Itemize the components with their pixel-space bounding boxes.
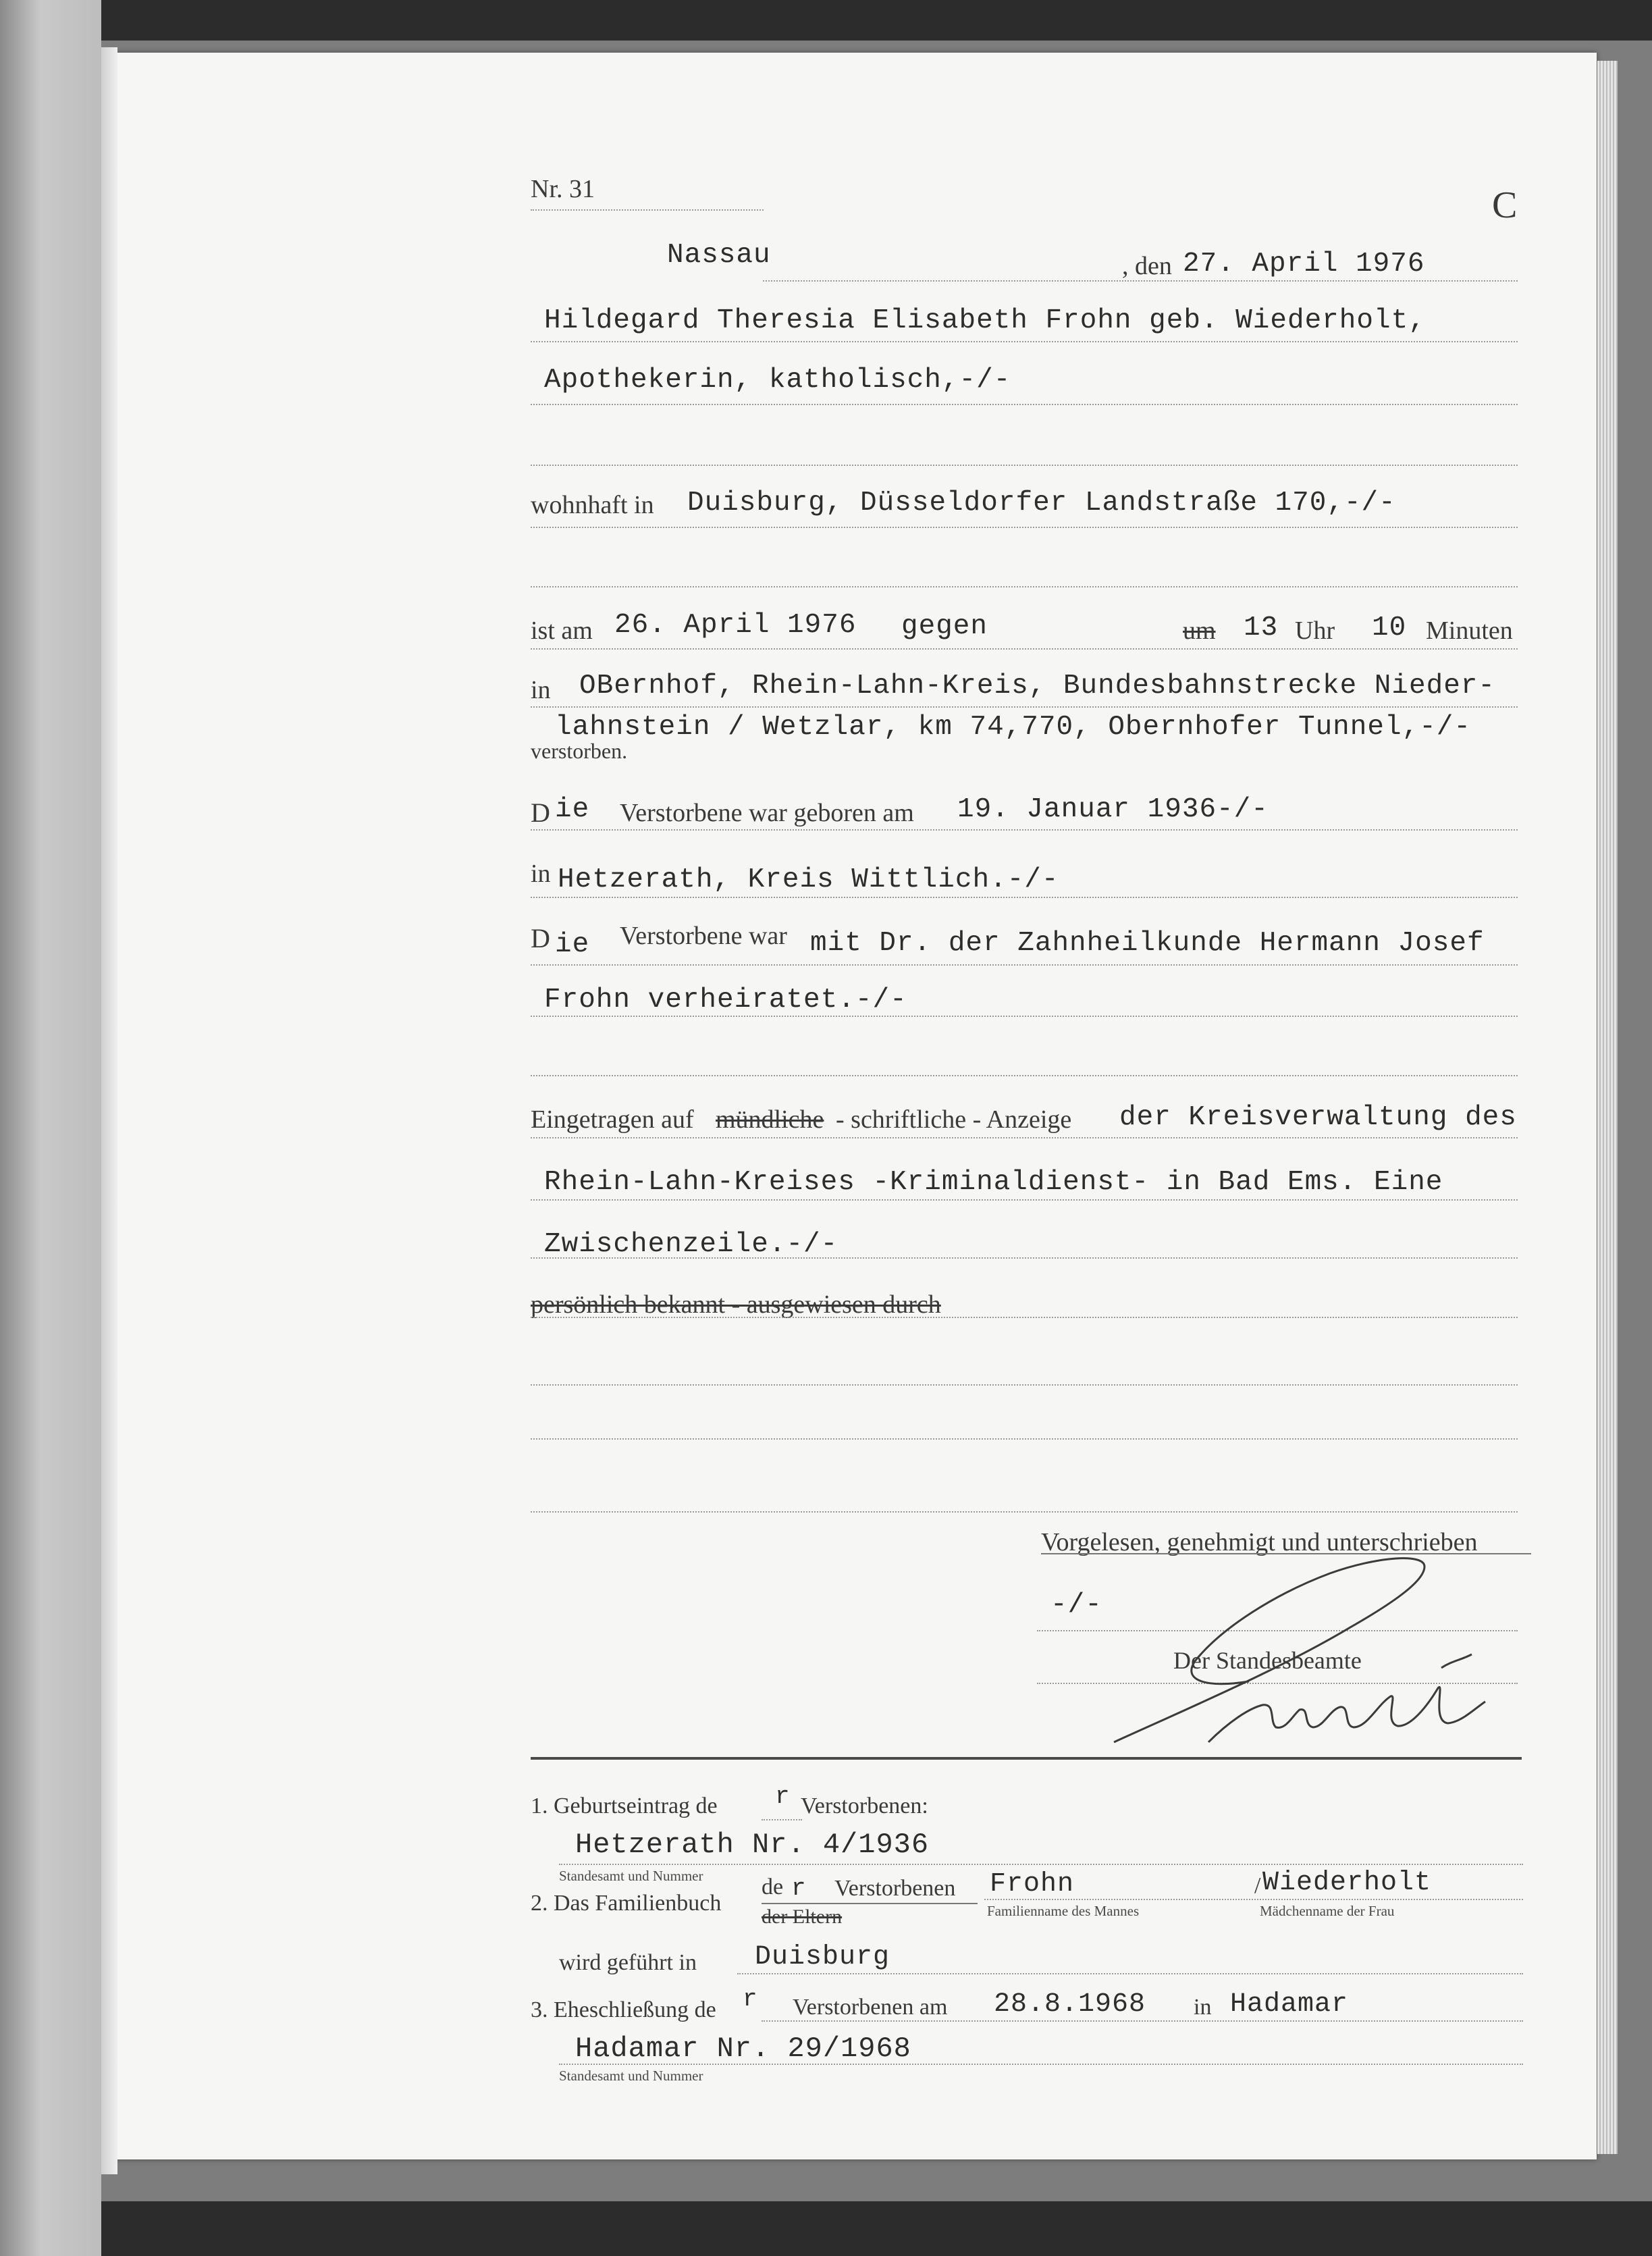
entry-line3: Zwischenzeile.-/- (544, 1229, 838, 1260)
footer-item1-suffix: Verstorbenen: (801, 1793, 928, 1818)
birth-ie-suffix: ie (555, 794, 590, 825)
blank-rule-3 (531, 1075, 1518, 1076)
blank-rule-2 (531, 586, 1518, 587)
entry-rule-3 (531, 1257, 1518, 1259)
den-label: , den (1122, 252, 1172, 280)
nr-rule (531, 209, 764, 211)
birth-register-entry: Hetzerath Nr. 4/1936 (575, 1829, 930, 1861)
spouse-rule-1 (531, 964, 1518, 966)
birth-date: 19. Januar 1936-/- (957, 794, 1269, 825)
name-rule (531, 341, 1518, 342)
entry-number: Nr. 31 (531, 175, 595, 203)
place-of-registration: Nassau (667, 240, 771, 271)
death-place-rule (531, 706, 1518, 708)
death-date-rule (531, 648, 1518, 650)
birth-date-rule (531, 829, 1518, 831)
wohnhaft-label: wohnhaft in (531, 491, 654, 519)
header-rule (763, 280, 1518, 282)
eingetragen-label: Eingetragen auf (531, 1105, 694, 1134)
footer-item2-der: de (762, 1874, 784, 1899)
marriage-ie-suffix: ie (555, 929, 590, 960)
death-in-label: in (531, 676, 551, 704)
closing-dash: -/- (1050, 1590, 1102, 1621)
muendliche-struck: mündliche (716, 1105, 824, 1134)
blank-rule-6 (531, 1511, 1518, 1513)
marriage-d-label: D (531, 923, 550, 953)
uhr-label: Uhr (1295, 617, 1335, 645)
wife-maiden-name: Wiederholt (1262, 1868, 1432, 1898)
left-page-edge (0, 0, 101, 2256)
standesamt-caption-2: Standesamt und Nummer (559, 2068, 703, 2084)
standesamt-caption-1: Standesamt und Nummer (559, 1868, 703, 1884)
surname-slash: / (1254, 1873, 1261, 1898)
blank-rule-4 (531, 1384, 1518, 1386)
address-rule (531, 527, 1518, 528)
death-date: 26. April 1976 (614, 610, 857, 641)
footer-item2-verstorbenen: Verstorbenen (834, 1876, 956, 1901)
footer-item1-label: 1. Geburtseintrag de (531, 1793, 718, 1818)
spouse-line2: Frohn verheiratet.-/- (544, 985, 907, 1016)
footer-item3-rule (762, 2020, 1523, 2022)
entry-rule-2 (531, 1199, 1518, 1201)
birth-in-label: in (531, 860, 551, 888)
death-place-line2: lahnstein / Wetzlar, km 74,770, Obernhofer Tunnel,-/- (555, 712, 1472, 743)
birth-place-rule (531, 897, 1518, 898)
footer-item1-r: r (775, 1783, 791, 1810)
footer-item2-divider (762, 1903, 978, 1904)
death-hour: 13 (1244, 612, 1279, 644)
footer-item3-in: in (1194, 1995, 1212, 2020)
book-gutter (101, 47, 117, 2174)
footer-item3-mid: Verstorbenen am (793, 1995, 948, 2020)
footer-item3-label: 3. Eheschließung de (531, 1997, 716, 2022)
registrar-signature (1107, 1553, 1526, 1756)
marriage-label: Verstorbene war (620, 922, 787, 950)
entry-line1: der Kreisverwaltung des (1119, 1102, 1517, 1133)
standesbeamte-label: Der Standesbeamte (1173, 1647, 1362, 1674)
blank-rule-5 (531, 1438, 1518, 1440)
familienname-caption: Familienname des Mannes (987, 1903, 1140, 1919)
footer-item1-r-rule (762, 1819, 802, 1820)
page-stack-edge (1597, 61, 1618, 2154)
husband-surname: Frohn (990, 1869, 1075, 1899)
footer-item2-rule (984, 1899, 1523, 1900)
birth-place: Hetzerath, Kreis Wittlich.-/- (558, 864, 1059, 895)
footer-item2-eltern-struck: der Eltern (762, 1906, 843, 1928)
marriage-register-entry: Hadamar Nr. 29/1968 (575, 2032, 911, 2065)
footer-divider (531, 1757, 1522, 1760)
registration-date: 27. April 1976 (1183, 248, 1425, 280)
marriage-date: 28.8.1968 (994, 1989, 1146, 2020)
gefuehrt-label: wird geführt in (559, 1950, 697, 1975)
ist-am-label: ist am (531, 617, 593, 645)
register-letter: C (1492, 184, 1518, 226)
birth-label: Verstorbene war geboren am (620, 799, 914, 827)
spouse-line1: mit Dr. der Zahnheilkunde Hermann Josef (810, 928, 1485, 959)
entry-rule-1 (531, 1137, 1518, 1138)
residence-address: Duisburg, Düsseldorfer Landstraße 170,-/- (687, 488, 1396, 519)
vorgelesen-label: Vorgelesen, genehmigt und unterschrieben (1041, 1528, 1478, 1556)
footer-item3-r: r (743, 1985, 758, 2013)
birth-d-label: D (531, 797, 550, 828)
death-place-line1: OBernhof, Rhein-Lahn-Kreis, Bundesbahnstrecke Nieder- (579, 671, 1496, 702)
family-book-place: Duisburg (755, 1942, 890, 1972)
footer-item2-r: r (791, 1874, 807, 1902)
gegen-word: gegen (901, 611, 988, 642)
footer-item3-value-rule (559, 2064, 1523, 2065)
minuten-label: Minuten (1426, 617, 1513, 645)
persoenlich-struck: persönlich bekannt - ausgewiesen durch (531, 1290, 941, 1319)
footer-item2-label: 2. Das Familienbuch (531, 1891, 722, 1916)
death-minutes: 10 (1372, 612, 1407, 644)
spouse-rule-2 (531, 1016, 1518, 1017)
entry-line2: Rhein-Lahn-Kreises -Kriminaldienst- in Bad Ems. Eine (544, 1167, 1443, 1198)
footer-item1-rule (559, 1864, 1523, 1865)
marriage-place: Hadamar (1230, 1989, 1349, 2020)
blank-rule-1 (531, 465, 1518, 466)
occupation-religion: Apothekerin, katholisch,-/- (544, 365, 1011, 396)
deceased-name: Hildegard Theresia Elisabeth Frohn geb. Wiederholt, (544, 305, 1426, 336)
footer-gefuehrt-rule (737, 1973, 1523, 1974)
entry-rule-4 (531, 1317, 1518, 1318)
verstorben-label: verstorben. (531, 739, 628, 763)
maedchenname-caption: Mädchenname der Frau (1260, 1903, 1395, 1919)
um-label-struck: um (1183, 617, 1216, 645)
anzeige-label: - schriftliche - Anzeige (836, 1105, 1072, 1134)
occupation-rule (531, 404, 1518, 405)
